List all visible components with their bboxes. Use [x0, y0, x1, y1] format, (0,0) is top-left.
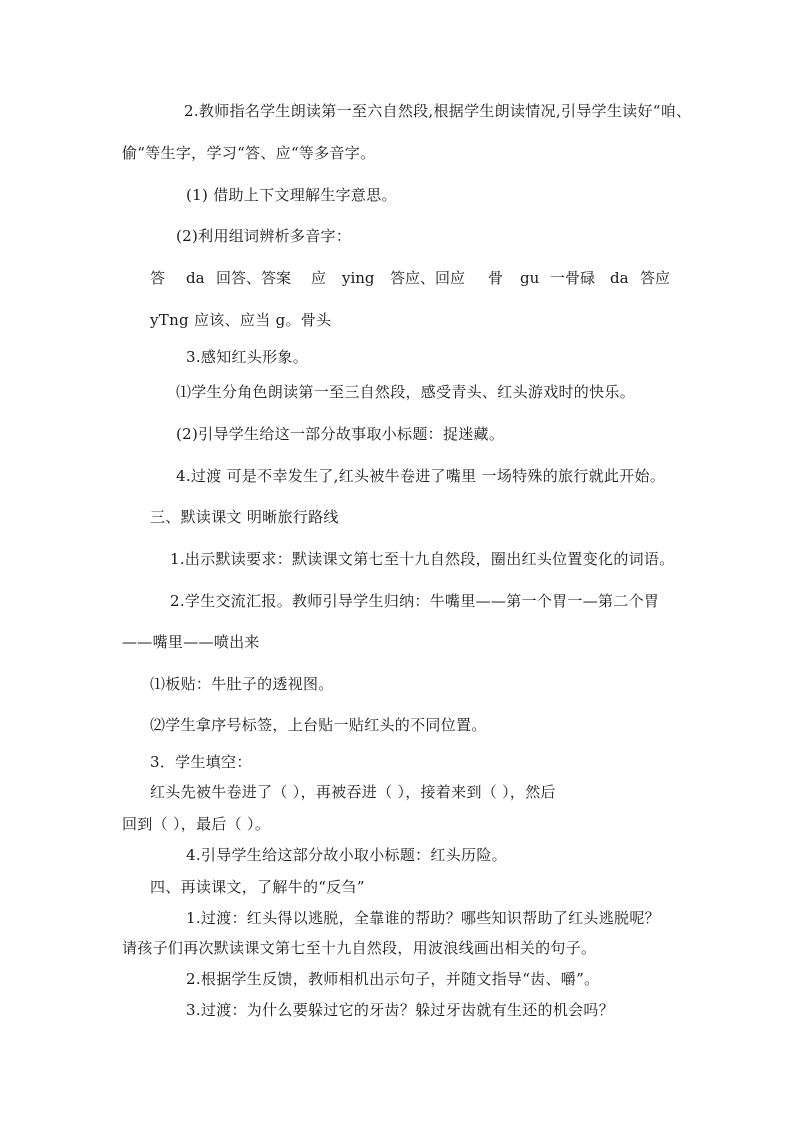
item-polyphone: (2)利用组词辨析多音字： — [176, 227, 352, 245]
para-transition-3: 3.过渡：为什么要躲过它的牙齿？躲过牙齿就有生还的机会吗？ — [186, 1001, 615, 1019]
para-silent-reading: 1.出示默读要求：默读课文第七至十九自然段，圈出红头位置变化的词语。 — [170, 550, 675, 568]
para-transition-2-cont: 请孩子们再次默读课文第七至十九自然段，用波浪线画出相关的句子。 — [122, 939, 597, 957]
para-teacher-reading: 2.教师指名学生朗读第一至六自然段,根据学生朗读情况,引导学生读好“咱、 — [184, 102, 692, 120]
para-feedback: 2.根据学生反馈，教师相机出示句子，并随文指导“齿、嚼”。 — [186, 970, 600, 988]
section-heading-4: 四、再读课文，了解牛的“反刍” — [150, 878, 365, 896]
item-subtitle-1: (2)引导学生给这一部分故事取小标题：捉迷藏。 — [176, 425, 505, 443]
section-heading-3: 三、默读课文 明晰旅行路线 — [150, 508, 339, 526]
item-number-labels: ⑵学生拿序号标签，上台贴一贴红头的不同位置。 — [150, 716, 487, 734]
pinyin-words: 答应 — [640, 269, 671, 287]
para-transition-2: 1.过渡：红头得以逃脱，全靠谁的帮助？哪些知识帮助了红头逃脱呢？ — [186, 909, 660, 927]
pinyin-char: 答 — [150, 269, 166, 287]
pinyin-words: 回答、答案 — [216, 269, 292, 287]
pinyin-char: 应 — [311, 269, 327, 287]
item-role-reading: ⑴学生分角色朗读第一至三自然段，感受青头、红头游戏时的快乐。 — [176, 383, 636, 401]
para-report: 2.学生交流汇报。教师引导学生归纳：牛嘴里——第一个胃一—第二个胃 — [170, 592, 660, 610]
pinyin-syllable: ying — [342, 269, 375, 287]
pinyin-syllable: da — [186, 269, 205, 287]
para-transition-1: 4.过渡 可是不幸发生了,红头被牛卷进了嘴里 一场特殊的旅行就此开始。 — [176, 467, 666, 485]
pinyin-words: 一骨碌 — [550, 269, 596, 287]
para-fill-blank: 3．学生填空： — [150, 753, 252, 771]
para-perceive: 3.感知红头形象。 — [186, 348, 309, 366]
fill-blank-line-2: 回到（ ），最后（ ）。 — [122, 815, 271, 833]
pinyin-words: 答应、回应 — [390, 269, 466, 287]
fill-blank-line-1: 红头先被牛卷进了（ ），再被吞进（ ），接着来到（ ），然后 — [150, 783, 556, 801]
para-report-cont: ——嘴里——喷出来 — [122, 633, 260, 651]
pinyin-char: 骨 — [488, 269, 504, 287]
pinyin-syllable: da — [610, 269, 629, 287]
para-subtitle-2: 4.引导学生给这部分故小取小标题：红头历险。 — [186, 846, 507, 864]
pinyin-row-cont: yTng 应该、应当 g。骨头 — [150, 311, 332, 329]
para-teacher-reading-cont: 偷“等生字，学习“答、应“等多音字。 — [122, 144, 376, 162]
item-board-paste: ⑴板贴：牛肚子的透视图。 — [150, 675, 334, 693]
item-context-meaning: (1) 借助上下文理解生字意思。 — [186, 186, 397, 204]
pinyin-syllable: gu — [520, 269, 540, 287]
